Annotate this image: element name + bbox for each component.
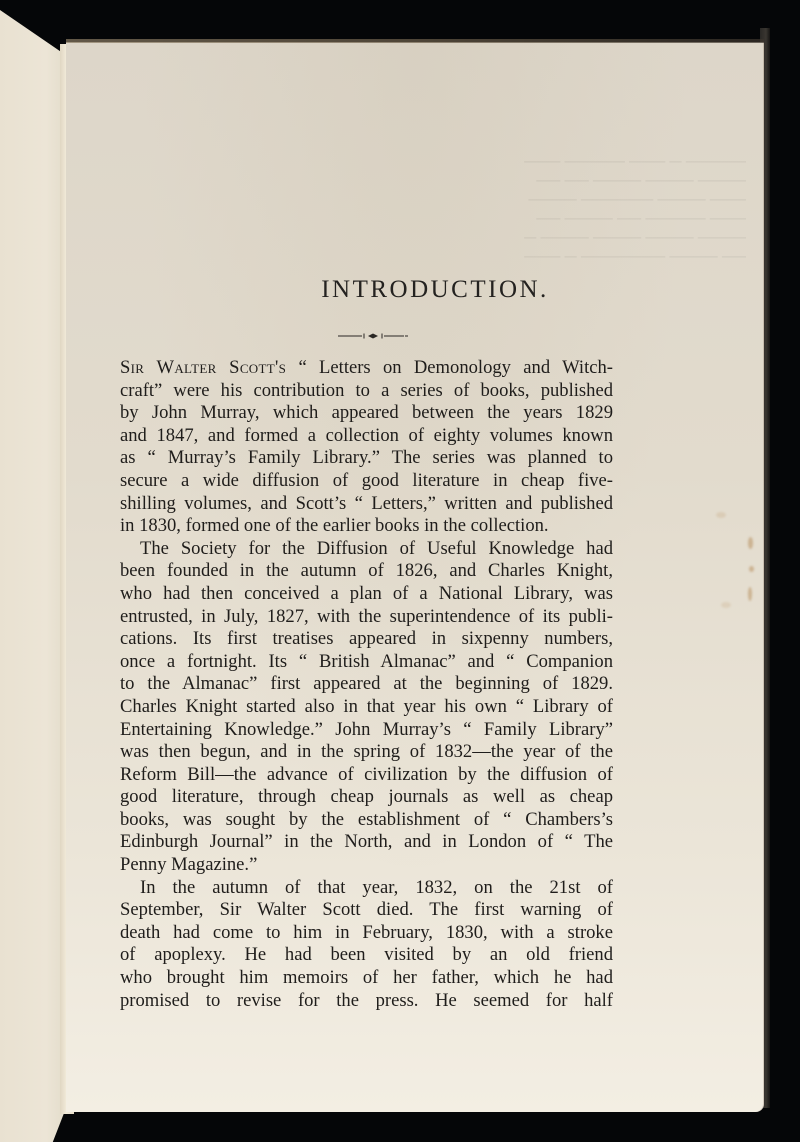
text-line: books, was sought by the establishment of “ Chambers’s xyxy=(120,808,613,830)
text-line: Edinburgh Journal” in the North, and in London of “ The xyxy=(120,831,613,853)
foxing-spot xyxy=(748,537,753,549)
text-line: Reform Bill—the advance of civilization by the diffusion of xyxy=(120,763,613,785)
bleed-through-text: ───── ─ ─── ───── ─── ──── ──── ──── ── ── ─── ──── ────── ──── ─── ───── ── ──── ── ──── ──── ──── ──── ─ ── ──── ─────── ─ ─── xyxy=(524,152,746,266)
text-line: death had come to him in February, 1830, with a stroke xyxy=(120,921,613,943)
text-line: secure a wide diffusion of good literature in cheap five- xyxy=(120,469,613,491)
foxing-spot xyxy=(748,587,752,601)
small-caps-opening: Sir Walter Scott's xyxy=(120,357,287,378)
text-line: The Society for the Diffusion of Useful Knowledge had xyxy=(140,537,613,559)
page-top-edge xyxy=(66,39,764,43)
facing-page-edge xyxy=(0,10,66,1142)
text-line: Entertaining Knowledge.” John Murray’s “ Family Library” xyxy=(120,718,613,740)
text-line: good literature, through cheap journals as well as cheap xyxy=(120,786,613,808)
foxing-spot xyxy=(716,512,726,518)
body-text xyxy=(120,357,613,1012)
text-line: by John Murray, which appeared between the years 1829 xyxy=(120,402,613,424)
text-line: and 1847, and formed a collection of eighty volumes known xyxy=(120,424,613,446)
text-line: was then begun, and in the spring of 1832—the year of the xyxy=(120,741,613,763)
text-line: to the Almanac” first appeared at the beginning of 1829. xyxy=(120,673,613,695)
text-line: promised to revise for the press. He seemed for half xyxy=(120,989,613,1011)
book-page xyxy=(66,42,764,1112)
text-line: once a fortnight. Its “ British Almanac” and “ Companion xyxy=(120,650,613,672)
foxing-spot xyxy=(721,602,731,608)
text-line: of apoplexy. He had been visited by an old friend xyxy=(120,944,613,966)
text-line: cations. Its first treatises appeared in sixpenny numbers, xyxy=(120,628,613,650)
text-line: shilling volumes, and Scott’s “ Letters,” written and published xyxy=(120,492,613,514)
text-line: craft” were his contribution to a series of books, published xyxy=(120,379,613,401)
text-line: entrusted, in July, 1827, with the superintendence of its publi- xyxy=(120,605,613,627)
text-line: September, Sir Walter Scott died. The first warning of xyxy=(120,899,613,921)
text-line: Sir Walter Scott's “ Letters on Demonology and Witch- xyxy=(120,357,613,378)
text-line: Charles Knight started also in that year his own “ Library of xyxy=(120,695,613,717)
text-line: been founded in the autumn of 1826, and Charles Knight, xyxy=(120,560,613,582)
chapter-title: INTRODUCTION. xyxy=(321,276,549,303)
text-line: Penny Magazine.” xyxy=(120,854,258,876)
text-line: In the autumn of that year, 1832, on the 21st of xyxy=(140,876,613,898)
text-line: as “ Murray’s Family Library.” The series was planned to xyxy=(120,447,613,469)
text-line: who brought him memoirs of her father, which he had xyxy=(120,967,613,989)
title-ornament-icon xyxy=(338,332,408,340)
foxing-spot xyxy=(749,566,754,572)
text-line: who had then conceived a plan of a National Library, was xyxy=(120,582,613,604)
text-line: in 1830, formed one of the earlier books in the collection. xyxy=(120,515,549,537)
